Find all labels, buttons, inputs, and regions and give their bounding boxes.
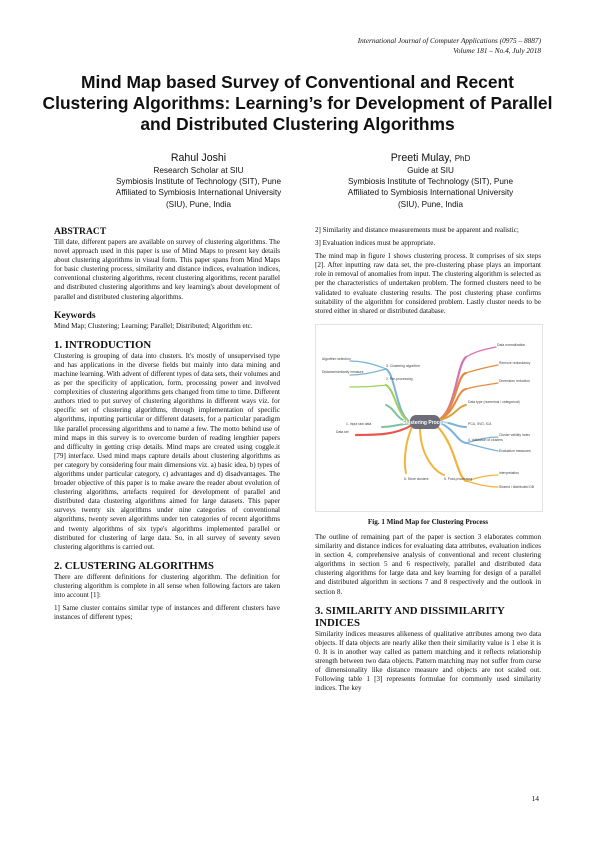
author-degree: PhD bbox=[454, 154, 471, 163]
mind-map-node: Remove redundancy bbox=[499, 360, 531, 365]
author-name: Preeti Mulay, PhD bbox=[390, 152, 471, 164]
mind-map-node: Data type (numerical / categorical) bbox=[468, 399, 520, 404]
mind-map-center-label: Clustering Process bbox=[402, 419, 448, 426]
author-role: Research Scholar at SIU bbox=[153, 166, 244, 175]
keywords-heading: Keywords bbox=[54, 309, 96, 321]
mind-map-node: Data set bbox=[336, 429, 349, 434]
author-block-1 bbox=[76, 152, 321, 210]
mind-map-svg bbox=[316, 325, 542, 511]
criteria-item-2: 2] Similarity and distance measurements must be apparent and realistic; bbox=[315, 226, 519, 234]
author-affiliation: (SIU), Pune, India bbox=[165, 199, 232, 209]
author-affiliation: Symbiosis Institute of Technology (SIT), Pune bbox=[347, 177, 514, 187]
mind-map-node: Interpretation bbox=[499, 470, 519, 475]
author-affiliation: (SIU), Pune, India bbox=[397, 199, 464, 209]
author-name: Rahul Joshi bbox=[170, 152, 227, 164]
mind-map-node: 1. Input raw data bbox=[346, 421, 372, 426]
mind-map-node: 6. Store clusters bbox=[404, 476, 429, 481]
section-3-text: Similarity indices measures alikeness of qualitative attributes among two data objects. If data objects are nearly alike then their similarity value is 1 else it is 0. It is in another way called as pattern matching and it reflects relationship strength between two data objects. Pattern matching may not suffer from curse of dimensionality like distance measure and objects are not scaled out. Following table 1 [3] represents formulae for commonly used similarity indices. The key bbox=[315, 629, 541, 693]
mind-map-node: 3. Clustering algorithm bbox=[386, 363, 420, 368]
mind-map-node: Data normalization bbox=[497, 342, 526, 347]
abstract-heading: ABSTRACT bbox=[54, 226, 107, 237]
mind-map-node: Dimension reduction bbox=[499, 378, 530, 383]
outline-paragraph: The outline of remaining part of the paper is section 3 elaborates common similarity and distance indices for evaluating data attributes, evaluation indices in section 4, comprehensive analysis of conventional and recent clustering algorithms in section 5 and 6 respectively, parallel and distributed data clustering algorithms for large data and key learning for design of a parallel and distributed algorithm in sections 7 and 8 respectively and the outlook in section 8. bbox=[315, 532, 541, 596]
keywords-text: Mind Map; Clustering; Learning; Parallel; Distributed; Algorithm etc. bbox=[54, 321, 253, 330]
journal-volume: Volume 181 – No.4, July 2018 bbox=[453, 46, 541, 55]
mind-map-node: 5. Post-processing bbox=[444, 476, 473, 481]
page-number: 14 bbox=[531, 794, 539, 803]
criteria-item-3: 3] Evaluation indices must be appropriate. bbox=[315, 239, 436, 248]
section-1-text: Clustering is grouping of data into clusters. It's mostly of unsupervised type and has applications in the diverse fields but mainly into data mining and machine learning. With advent of different types of data sets, their volumes and as per the specificity of application, form, processing power and involved complexities of clustering algorithms gets changed from time to time. Different authors tried to put survey of clustering algorithms in different ways viz. for specific set of clustering algorithms, through implementation of specific algorithms, inputting particular or different datasets, for a particular paradigm like parallel processing algorithms and to name a few. The motto behind use of mind maps in this survey is to overcome burden of reading lengthier papers and difficulty in getting crisp details. Mind maps are created using coggle.it [79] interface. Used mind maps capture details about clustering algorithms as per category by considering four main dimensions viz. a) basic idea, b) types of algorithms under particular category, c) advantages and d) disadvantages. The broader objective of this paper is to make aware the reader about evolution of clustering algorithms, artefacts required for development of parallel and distributed data clustering algorithms aimed for large datasets. This paper surveys twenty six algorithms under nine categories of conventional algorithms, twenty seven algorithms under ten categories of recent algorithms and twenty algorithms of six type's algorithms implemented parallel or distributed for clustering of large data. So, in all survey of seventy seven clustering algorithms is carried out. bbox=[54, 351, 280, 551]
abstract-text: Till date, different papers are available on survey of clustering algorithms. The novel approach used in this paper is use of Mind Maps to present key details about clustering algorithms in visual form. This paper spans from Mind Maps for basic clustering process, similarity and distance indices, evaluation indices, conventional clustering algorithms, recent clustering algorithms, recent parallel and distributed clustering algorithms and key learning's about development of parallel and distributed clustering algorithms. bbox=[54, 238, 280, 301]
mind-map-node: 4. Validation of clusters bbox=[468, 437, 503, 442]
mind-map-node: 2. Pre-processing bbox=[386, 376, 413, 381]
left-column bbox=[54, 226, 280, 622]
journal-name: International Journal of Computer Applications (0975 – 8887) bbox=[357, 36, 541, 45]
section-2-text: There are different definitions for clustering algorithm. The definition for clustering algorithm is complete in all sense when following factors are taken into account [1]: bbox=[54, 572, 280, 599]
mind-map-node: Evaluation measures bbox=[499, 448, 531, 453]
mind-map-node: PCA, SVD, ICA bbox=[468, 421, 492, 426]
mind-map-figure bbox=[315, 324, 543, 512]
author-affiliation: Affiliated to Symbiosis International University bbox=[115, 188, 282, 198]
author-affiliation: Affiliated to Symbiosis International University bbox=[347, 188, 514, 198]
mind-map-paragraph: The mind map in figure 1 shows clustering process. It comprises of six steps [2]. After inputting raw data set, the pre-clustering phase plays an important role in removal of anomalies from input. The clustering algorithm is selected as per the characteristics of undertaken problem. The formed clusters need to be validated to evaluate clustering results. The post clustering phase confirms suitability of the algorithm for considered problem. Lastly cluster needs to be stored either in shared or distributed database. bbox=[315, 252, 541, 315]
author-role: Guide at SIU bbox=[407, 166, 454, 175]
figure-caption: Fig. 1 Mind Map for Clustering Process bbox=[367, 517, 489, 526]
author-block-2 bbox=[308, 152, 553, 210]
section-1-heading: 1. INTRODUCTION bbox=[54, 338, 152, 351]
section-3-heading: 3. SIMILARITY AND DISSIMILARITY INDICES bbox=[315, 604, 505, 629]
right-column bbox=[315, 226, 541, 693]
section-2-heading: 2. CLUSTERING ALGORITHMS bbox=[54, 559, 214, 572]
mind-map-node: Cluster validity index bbox=[499, 432, 531, 437]
mind-map-node: Distance/similarity measure bbox=[322, 369, 364, 374]
journal-header bbox=[358, 36, 541, 56]
mind-map-node: Algorithm selection bbox=[322, 356, 351, 361]
section-2-item-1: 1] Same cluster contains similar type of instances and different clusters have instances of different types; bbox=[54, 604, 280, 622]
mind-map-node: Shared / distributed DB bbox=[499, 484, 535, 489]
paper-title: Mind Map based Survey of Conventional and Recent Clustering Algorithms: Learning’s for Development of Parallel and Distributed Clustering Algorithms bbox=[42, 72, 553, 134]
author-affiliation: Symbiosis Institute of Technology (SIT), Pune bbox=[115, 177, 282, 187]
